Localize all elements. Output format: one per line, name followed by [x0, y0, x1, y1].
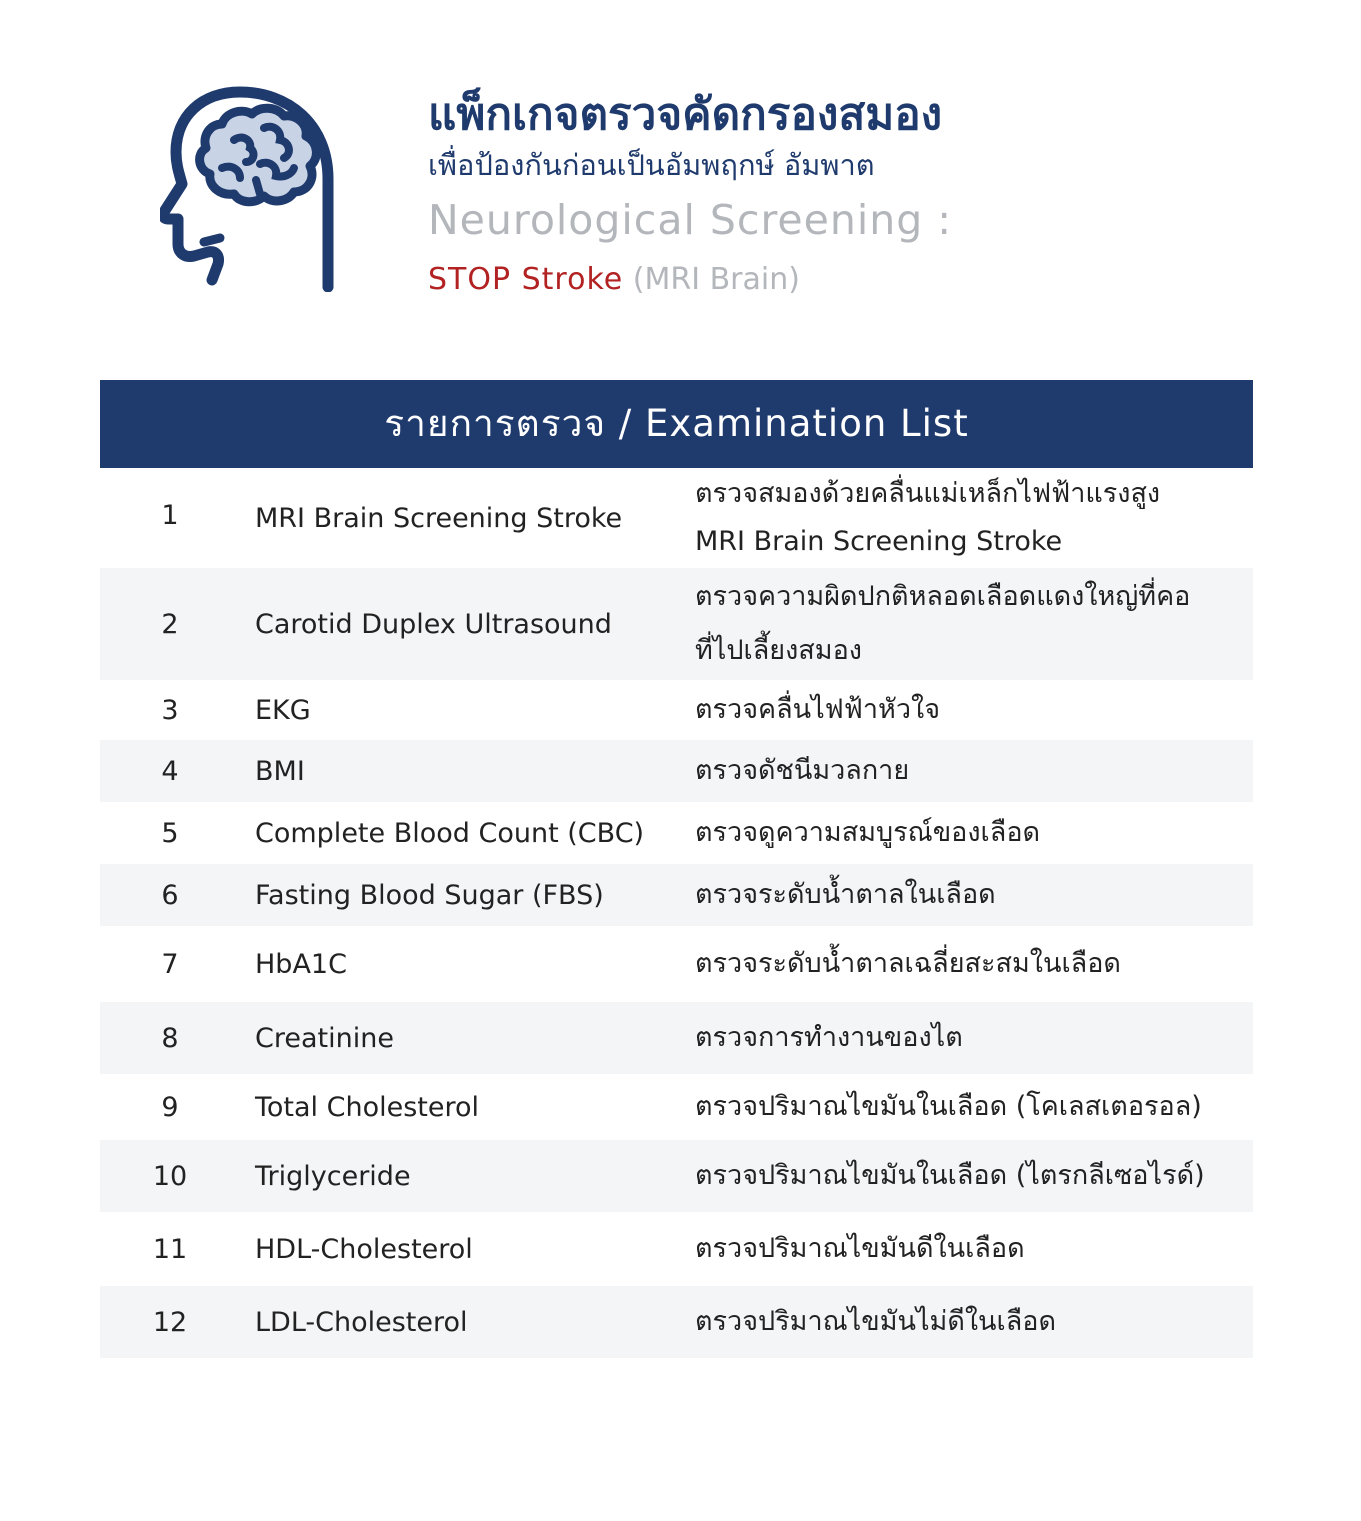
- row-name-en: HbA1C: [255, 948, 347, 980]
- table-row: [100, 1074, 1253, 1140]
- row-name-en: HDL-Cholesterol: [255, 1233, 473, 1265]
- table-row: [100, 1212, 1253, 1286]
- row-name-en: Triglyceride: [255, 1160, 411, 1192]
- table-row: [100, 1286, 1253, 1358]
- row-desc-th: ตรวจการทำงานของไต: [695, 1022, 963, 1053]
- row-desc-th: ตรวจดัชนีมวลกาย: [695, 755, 910, 786]
- row-name-en: Creatinine: [255, 1022, 394, 1054]
- examination-table: [100, 380, 1253, 1358]
- tagline-mri-brain: (MRI Brain): [632, 262, 800, 297]
- row-desc-th: ตรวจปริมาณไขมันในเลือด (ไตรกลีเซอไรด์): [695, 1160, 1205, 1191]
- row-desc-th: ตรวจปริมาณไขมันไม่ดีในเลือด: [695, 1306, 1057, 1337]
- table-row: [100, 568, 1253, 680]
- row-name-en: BMI: [255, 755, 305, 787]
- row-desc-th: [695, 470, 1253, 566]
- row-name-en: LDL-Cholesterol: [255, 1306, 468, 1338]
- row-desc-line2: ที่ไปเลี้ยงสมอง: [695, 635, 862, 666]
- row-number: 9: [161, 1091, 179, 1123]
- row-desc-line2: MRI Brain Screening Stroke: [695, 526, 1063, 557]
- row-number: 11: [152, 1233, 188, 1265]
- row-desc-line1: ตรวจความผิดปกติหลอดเลือดแดงใหญ่ที่คอ: [695, 581, 1191, 612]
- row-number: 6: [161, 879, 179, 911]
- row-number: 2: [161, 608, 179, 640]
- table-heading: รายการตรวจ / Examination List: [100, 380, 1253, 468]
- brain-head-icon: [160, 84, 360, 292]
- row-desc-th: ตรวจปริมาณไขมันในเลือด (โคเลสเตอรอล): [695, 1091, 1202, 1122]
- row-desc-th: ตรวจคลื่นไฟฟ้าหัวใจ: [695, 694, 941, 725]
- row-number: 12: [152, 1306, 188, 1338]
- row-desc-line1: ตรวจสมองด้วยคลื่นแม่เหล็กไฟฟ้าแรงสูง: [695, 478, 1161, 509]
- table-row: [100, 926, 1253, 1002]
- table-row: [100, 1002, 1253, 1074]
- page-title: แพ็กเกจตรวจคัดกรองสมอง: [428, 89, 943, 140]
- row-name-en: EKG: [255, 694, 311, 726]
- table-row: [100, 468, 1253, 568]
- row-name-en: Fasting Blood Sugar (FBS): [255, 879, 604, 911]
- row-desc-th: [695, 570, 1253, 678]
- row-name-en: Carotid Duplex Ultrasound: [255, 608, 612, 640]
- table-row: [100, 1140, 1253, 1212]
- row-name-en: Total Cholesterol: [255, 1091, 480, 1123]
- row-desc-th: ตรวจระดับน้ำตาลเฉลี่ยสะสมในเลือด: [695, 948, 1121, 979]
- row-name-en: MRI Brain Screening Stroke: [255, 502, 623, 534]
- table-row: [100, 740, 1253, 802]
- row-number: 1: [161, 499, 179, 531]
- row-desc-th: ตรวจดูความสมบูรณ์ของเลือด: [695, 817, 1041, 848]
- tagline: [428, 256, 1328, 304]
- tagline-stop-stroke: STOP Stroke: [428, 262, 624, 297]
- page-header: [0, 0, 1361, 360]
- table-row: [100, 680, 1253, 740]
- row-number: 3: [161, 694, 179, 726]
- page-subtitle: เพื่อป้องกันก่อนเป็นอัมพฤกษ์ อัมพาต: [428, 148, 875, 182]
- title-block: [428, 86, 1328, 304]
- row-number: 4: [161, 755, 179, 787]
- row-number: 5: [161, 817, 179, 849]
- row-name-en: Complete Blood Count (CBC): [255, 817, 645, 849]
- row-number: 10: [152, 1160, 188, 1192]
- table-row: [100, 864, 1253, 926]
- row-number: 7: [161, 948, 179, 980]
- table-row: [100, 802, 1253, 864]
- row-desc-th: ตรวจปริมาณไขมันดีในเลือด: [695, 1233, 1025, 1264]
- row-desc-th: ตรวจระดับน้ำตาลในเลือด: [695, 879, 996, 910]
- english-title: Neurological Screening :: [428, 196, 953, 244]
- row-number: 8: [161, 1022, 179, 1054]
